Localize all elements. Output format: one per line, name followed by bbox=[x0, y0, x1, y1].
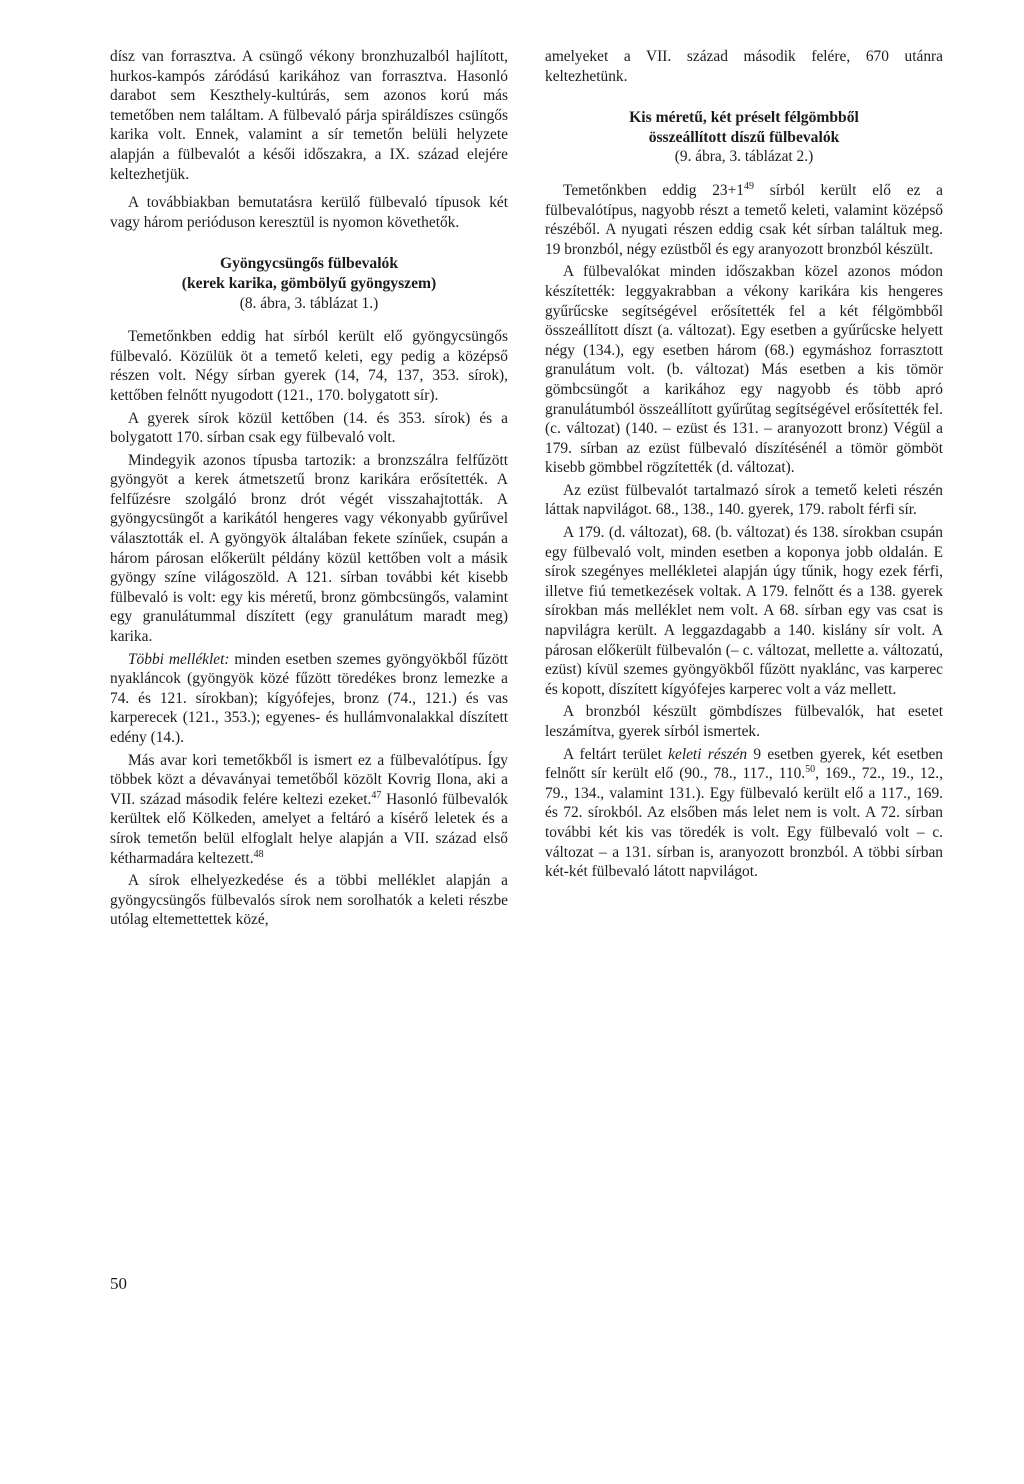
section-heading-line-1: Gyöngycsüngős fülbevalók bbox=[219, 255, 399, 273]
left-column bbox=[110, 47, 508, 933]
paragraph-text: A feltárt terület bbox=[563, 745, 669, 763]
page-number: 50 bbox=[110, 1274, 127, 1293]
right-paragraph-3: A fülbevalókat minden időszakban közel azonos módon készítették: leggyakrabban a vékony karikára kis hengeres gyűrűcske segítségével erősítették fel a két félgömbből összeállított díszt (a. változat). Egy esetben a gyűrűcske helyett négy (134.), egy esetben három (68.) egymáshoz forrasztott granulátum volt. (b. változat) Más esetben a kis tömör gömbcsüngőt a karikához egy nagyobb és több apró granulátumból összeállított gyűrűtag segítségével erősítették fel. (c. változat) (140. – ezüst és 131. – aranyozott bronz) Végül a 179. sírban az ezüst fülbevaló díszítésénél a tömör gömböt kisebb gömbbel rögzítették (d. változat). bbox=[545, 263, 943, 477]
section-caption: (9. ábra, 3. táblázat 2.) bbox=[674, 148, 814, 166]
right-paragraph-7 bbox=[545, 745, 943, 882]
left-paragraph-1: dísz van forrasztva. A csüngő vékony bronzhuzalból hajlított, hurkos-kampós záródású karikához van forrasztva. Hasonló darabot sem Keszthely-kultúrás, sem azonos korú más temetőben nem találtam. A fülbevaló párja spiráldíszes csüngős karika volt. Ennek, valamint a sír temetőn belüli helyzete alapján a fülbevalót a késői időszakra, a IX. század elejére keltezhetjük. bbox=[110, 48, 508, 183]
paragraph-text: minden esetben szemes gyöngyökből fűzött nyakláncok (gyöngyök közé fűzött töredékes bronz lemezke a 74. és 121. sírokban); kígyófejes, bronz (74., 121.) és vas karperecek (121., 353.); egyenes- és hullámvonalakkal díszített edény (14.). bbox=[110, 650, 509, 746]
italic-label: Többi melléklet: bbox=[128, 650, 230, 668]
section-heading-line-1: Kis méretű, két préselt félgömbből bbox=[629, 109, 859, 127]
left-paragraph-6 bbox=[110, 650, 508, 748]
right-paragraph-4: Az ezüst fülbevalót tartalmazó sírok a temető keleti részén láttak napvilágot. 68., 138., 140. gyerek, 179. rabolt férfi sír. bbox=[545, 481, 943, 519]
left-paragraph-2: A továbbiakban bemutatásra kerülő fülbevaló típusok két vagy három perióduson keresztül is nyomon követhetők. bbox=[110, 194, 508, 231]
left-paragraph-3: Temetőnkben eddig hat sírból került elő gyöngycsüngős fülbevaló. Közülük öt a temető keleti, egy pedig a középső részen volt. Négy sírban gyerek (14, 74, 137, 353. sírok), kettőben felnőtt nyugodott (121., 170. bolygatott sír). bbox=[110, 328, 508, 404]
left-paragraph-8: A sírok elhelyezkedése és a többi melléklet alapján a gyöngycsüngős fülbevalós sírok nem sorolhatók a keleti részbe utólag eltemettettek közé, bbox=[110, 872, 508, 929]
section-heading-line-2: összeállított díszű fülbevalók bbox=[648, 128, 840, 146]
footnote-ref-50: 50 bbox=[805, 764, 816, 776]
right-column bbox=[545, 47, 943, 885]
paragraph-text: Temetőnkben eddig 23+1 bbox=[563, 181, 744, 199]
paragraph-text: Hasonló fülbevalók kerültek elő Kölkeden, amelyet a feltáró a kísérő leletek és a sírok temetőn belül elfoglalt helye alapján a VII. század első kétharmadára keltezett. bbox=[110, 790, 508, 867]
section-kis-meretu bbox=[545, 108, 943, 167]
section-caption: (8. ábra, 3. táblázat 1.) bbox=[239, 294, 379, 312]
right-paragraph-2 bbox=[545, 181, 943, 259]
right-paragraph-5: A 179. (d. változat), 68. (b. változat) és 138. sírokban csupán egy fülbevaló volt, minden esetben a koponya jobb oldalán. E sírok szegényes mellékletei alapján úgy tűnik, hogy ezek férfi, illetve fiú temetkezések voltak. A 179. felnőtt és a 138. gyerek sírokban más melléklet nem volt. A 68. sírban egy vas csat is napvilágra került. A leggazdagabb a 140. kislány sír volt. A párosan előkerült fülbevalón (– c. változat, mellette a. változatú, ezüst) kívül szemes gyöngyökből fűzött nyaklánc, vas karperec és kopott, díszített kígyófejes karperec volt a váz mellett. bbox=[545, 524, 943, 698]
paragraph-text: 9 esetben gyerek, két esetben felnőtt sír került elő (90., 78., 117., 110. bbox=[545, 745, 944, 783]
section-gyongycsungos bbox=[110, 254, 508, 313]
left-paragraph-7 bbox=[110, 751, 508, 869]
left-paragraph-5: Mindegyik azonos típusba tartozik: a bronzszálra felfűzött gyöngyöt a kerek átmetszetű bronz karikára erősítették. A felfűzésre szolgáló bronz drót végét visszahajtották. A gyöngycsüngőt a karikától hengeres vagy vékonyabb gyűrűvel választották el. A gyöngyök általában fekete színűek, csupán a három párosan előkerült példány közül kettőben volt a másik gyöngy színe világoszöld. A 121. sírban további két kisebb fülbevaló is volt: egy kis méretű, bronz gömbcsüngős, valamint egy granulátummal díszített (egy granulátum maradt meg) karika. bbox=[110, 451, 508, 646]
section-heading-line-2: (kerek karika, gömbölyű gyöngyszem) bbox=[181, 274, 437, 292]
right-paragraph-6: A bronzból készült gömbdíszes fülbevalók, hat esetet leszámítva, gyerek sírból ismertek. bbox=[545, 703, 943, 740]
paragraph-text: Más avar kori temetőkből is ismert ez a fülbevalótípus. Így többek közt a dévaványai temetőből közölt Kovrig Ilona, aki a VII. század második felére keltezi ezeket. bbox=[110, 751, 508, 808]
paragraph-text: , 169., 72., 19., 12., 79., 134., valamint 131.). Egy fülbevaló került elő a 117., 169. és 72. sírokból. Az elsőben más lelet nem is volt. A 72. sírban további két kis vas töredék is volt. Egy fülbevaló volt – c. változat – a 131. sírban is, aranyozott bronzból. A többi sírban két-két fülbevaló látott napvilágot. bbox=[545, 765, 943, 881]
left-paragraph-4: A gyerek sírok közül kettőben (14. és 353. sírok) és a bolygatott 170. sírban csak egy fülbevaló volt. bbox=[110, 409, 508, 447]
footnote-ref-48: 48 bbox=[253, 848, 264, 860]
italic-text: keleti részén bbox=[668, 745, 748, 763]
footnote-ref-49: 49 bbox=[744, 180, 754, 192]
right-paragraph-1: amelyeket a VII. század második felére, 670 utánra keltezhetünk. bbox=[545, 48, 943, 85]
footnote-ref-47: 47 bbox=[371, 789, 382, 801]
paragraph-text: sírból került elő ez a fülbevalótípus, nagyobb részt a temető keleti, valamint középső részéből. A nyugati részen eddig csak két sírban találtuk meg. 19 bronzból, négy ezüstből és egy aranyozott bronzból készült. bbox=[545, 181, 943, 258]
